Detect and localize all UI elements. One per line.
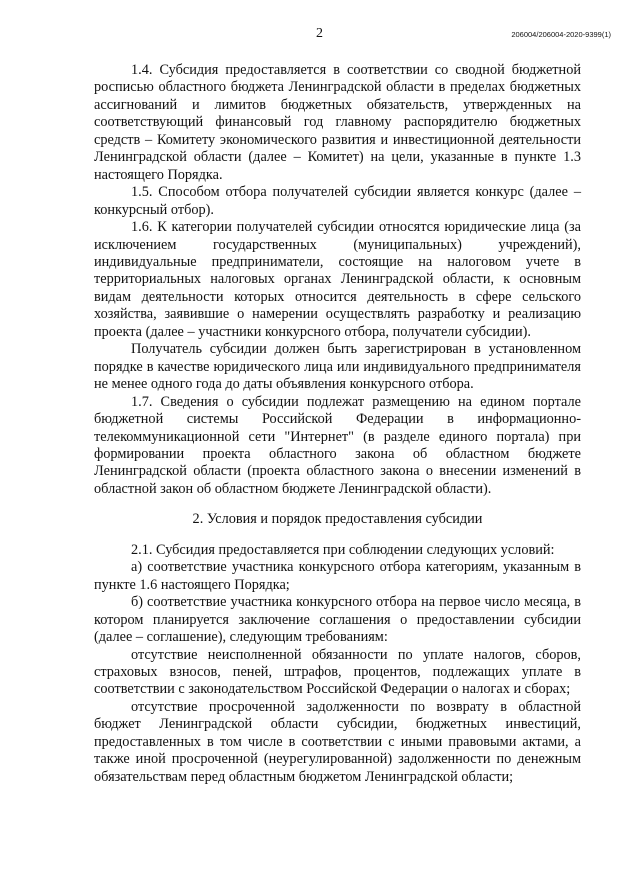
paragraph-no-tax-debt: отсутствие неисполненной обязанности по уплате налогов, сборов, страховых взносов, пеней, штрафов, процентов, подлежащих уплате в соответствии с законодательством Российской Федерации о налогах и сборах; [94,646,581,698]
paragraph-no-overdue-debt: отсутствие просроченной задолженности по возврату в областной бюджет Ленинградской области субсидии, бюджетных инвестиций, предоставленных в том числе в соответствии с иными правовыми актами, а также иной просроченной (неурегулированной) задолженности по денежным обязательствам перед областным бюджетом Ленинградской области; [94,698,581,785]
paragraph-recipient-registration: Получатель субсидии должен быть зарегистрирован в установленном порядке в качестве юридического лица или индивидуального предпринимателя не менее одного года до даты объявления конкурсного отбора. [94,341,581,393]
paragraph-condition-b: б) соответствие участника конкурсного отбора на первое число месяца, в котором планируется заключение соглашения о предоставлении субсидии (далее – соглашение), следующим требованиям: [94,594,581,646]
paragraph-1-4: 1.4. Субсидия предоставляется в соответствии со сводной бюджетной росписью областного бюджета Ленинградской области в пределах бюджетных ассигнований и лимитов бюджетных обязательств, утвержденных на соответствующий финансовый год главному распорядителю бюджетных средств – Комитету экономического развития и инвестиционной деятельности Ленинградской области (далее – Комитет) на цели, указанные в пункте 1.3 настоящего Порядка. [94,62,581,183]
section-heading: 2. Условия и порядок предоставления субсидии [192,511,483,528]
document-body [94,62,581,786]
paragraph-1-5: 1.5. Способом отбора получателей субсидии является конкурс (далее – конкурсный отбор). [94,184,581,218]
page-number: 2 [316,26,323,41]
paragraph-2-1: 2.1. Субсидия предоставляется при соблюдении следующих условий: [131,541,555,558]
paragraph-1-7: 1.7. Сведения о субсидии подлежат размещению на едином портале бюджетной системы Российской Федерации в информационно-телекоммуникационной сети "Интернет" (в разделе единого портала) при формировании проекта областного закона об областном бюджете Ленинградской области (проекта областного закона о внесении изменений в областной закон об областном бюджете Ленинградской области). [94,393,581,497]
document-id: 206004/206004-2020-9399(1) [511,30,611,39]
paragraph-condition-a: а) соответствие участника конкурсного отбора категориям, указанным в пункте 1.6 настоящего Порядка; [94,559,581,593]
paragraph-1-6: 1.6. К категории получателей субсидии относятся юридические лица (за исключением государственных (муниципальных) учреждений), индивидуальные предприниматели, состоящие на налоговом учете в территориальных налоговых органах Ленинградской области, к основным видам деятельности которых относится деятельность в сфере сельского хозяйства, заявившие о намерении осуществлять разработку и реализацию проекта (далее – участники конкурсного отбора, получатели субсидии). [94,219,581,340]
